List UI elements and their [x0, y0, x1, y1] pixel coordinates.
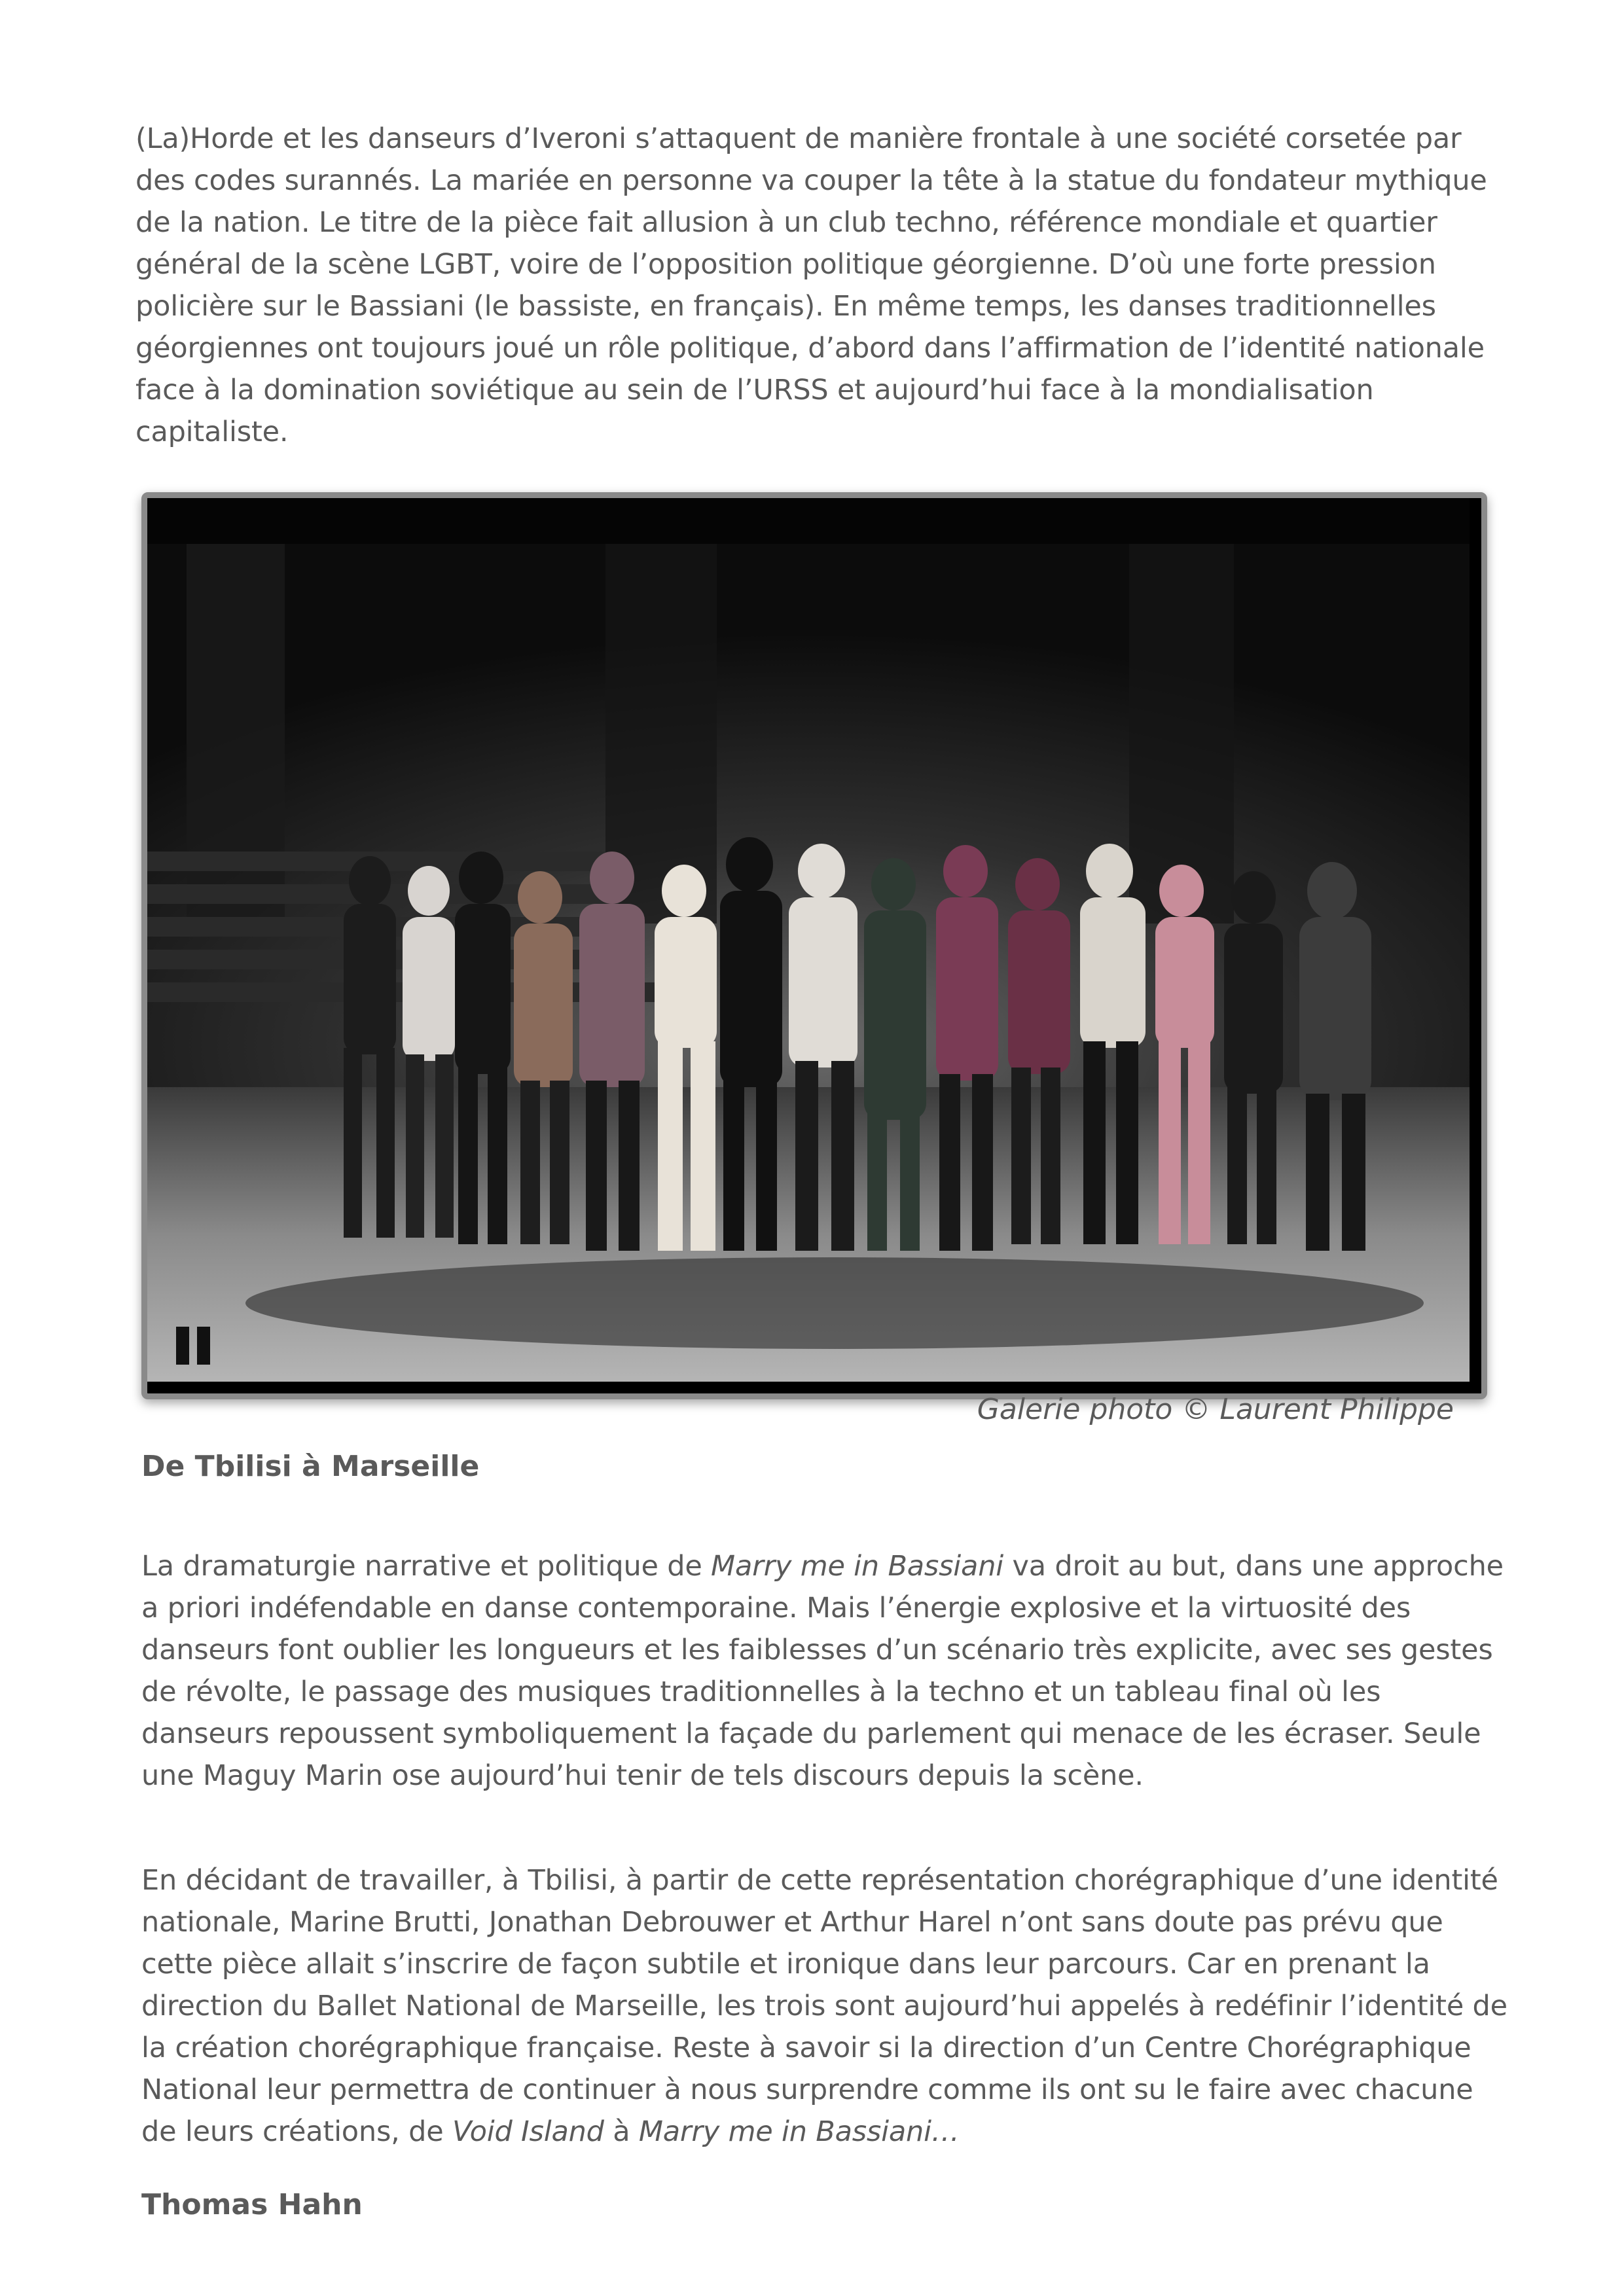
pause-button[interactable] [176, 1327, 211, 1365]
intro-paragraph: (La)Horde et les danseurs d’Iveroni s’attaquent de manière frontale à une société corsetée par des codes surannés. La mariée en personne va couper la tête à la statue du fondateur mythique de la nation. Le titre de la pièce fait allusion à un club techno, référence mondiale et quartier général de la scène LGBT, voire de l’opposition politique géorgienne. D’où une forte pression policière sur le Bassiani (le bassiste, en français). En même temps, les danses traditionnelles géorgiennes ont toujours joué un rôle politique, d’abord dans l’affirmation de l’identité nationale face à la domination soviétique au sein de l’URSS et aujourd’hui face à la mondialisation capitaliste. [135, 122, 1487, 448]
author-name: Thomas Hahn [141, 2188, 363, 2221]
section-heading: De Tbilisi à Marseille [141, 1450, 480, 1483]
paragraph-2: En décidant de travailler, à Tbilisi, à partir de cette représentation chorégraphique d’une identité nationale, Marine Brutti, Jonathan Debrouwer et Arthur Harel n’ont sans doute pas prévu que cette pièce allait s’inscrire de façon subtile et ironique dans leur parcours. Car en prenant la direction du Ballet National de Marseille, les trois sont aujourd’hui appelés à redéfinir l’identité de la création chorégraphique française. Reste à savoir si la direction d’un Centre Chorégraphique National leur permettra de continuer à nous surprendre comme ils ont su le faire avec chacune de leurs créations, de Void Island à Marry me in Bassiani… [141, 1864, 1507, 2148]
photo-caption: Galerie photo © Laurent Philippe [977, 1393, 1454, 1426]
paragraph-1: La dramaturgie narrative et politique de Marry me in Bassiani va droit au but, dans une approche a priori indéfendable en danse contemporaine. Mais l’énergie explosive et la virtuosité des danseurs font oublier les longueurs et les faiblesses d’un scénario très explicite, avec ses gestes de révolte, le passage des musiques traditionnelles à la techno et un tableau final où les danseurs repoussent symboliquement la façade du parlement qui menace de les écraser. Seule une Maguy Marin ose aujourd’hui tenir de tels discours depuis la scène. [141, 1550, 1504, 1792]
play-title: Marry me in Bassiani [711, 1550, 1004, 1583]
photo-gallery[interactable] [141, 492, 1487, 1399]
work-title-2: Marry me in Bassiani… [638, 2115, 960, 2148]
pause-icon [176, 1327, 189, 1365]
work-title-1: Void Island [452, 2115, 604, 2148]
dancers-photo [147, 498, 1470, 1382]
